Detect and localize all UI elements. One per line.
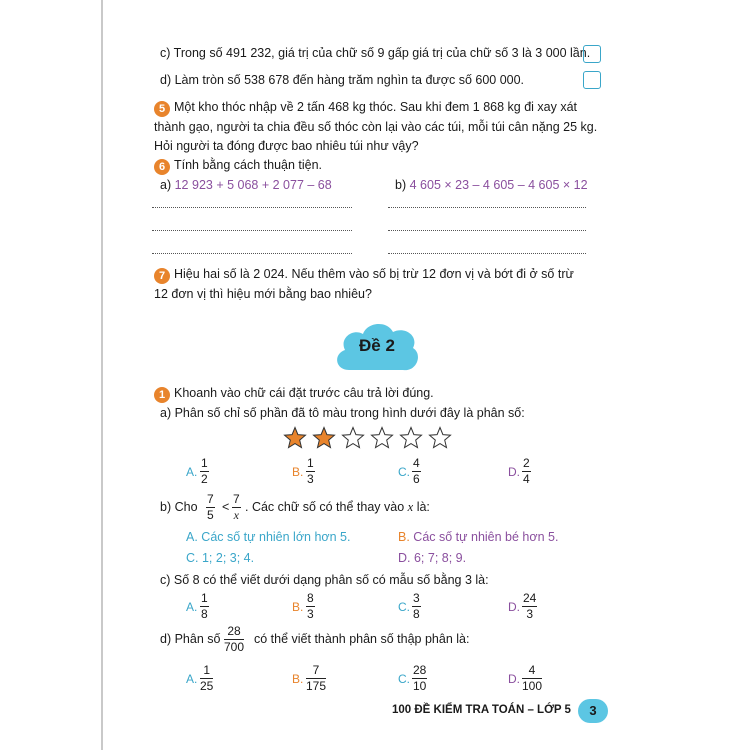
q6-number-badge: 6 bbox=[154, 159, 170, 175]
fraction: $\frac{2}{4}$ bbox=[523, 456, 530, 486]
option-letter: C. bbox=[398, 600, 410, 614]
star-empty-icon bbox=[370, 426, 394, 450]
option-letter: B. bbox=[292, 465, 304, 479]
star-empty-icon bbox=[341, 426, 365, 450]
q4c-checkbox[interactable] bbox=[583, 45, 601, 63]
fraction: $\frac{1}{2}$ bbox=[201, 456, 208, 486]
option-letter: D. bbox=[508, 672, 520, 686]
section-title: Đề 2 bbox=[359, 336, 395, 355]
p1b-fraction-2: $\frac{7}{x}$ bbox=[233, 492, 240, 522]
q6b-answer-line-1[interactable] bbox=[388, 206, 586, 208]
q7-number-badge: 7 bbox=[154, 268, 170, 284]
q6b-answer-line-3[interactable] bbox=[388, 252, 586, 254]
q6b-row bbox=[395, 178, 588, 192]
q6-title: Tính bằng cách thuận tiện. bbox=[174, 158, 323, 172]
p1d-fraction: $\frac{28}{700}$ bbox=[224, 624, 245, 654]
option-letter: D. bbox=[508, 465, 520, 479]
q6b-label: b) bbox=[395, 178, 407, 192]
fraction: $\frac{3}{8}$ bbox=[413, 591, 420, 621]
q5-line1-text: Một kho thóc nhập về 2 tấn 468 kg thóc. Sau khi đem 1 868 kg đi xay xát bbox=[174, 100, 578, 114]
fraction: $\frac{4}{6}$ bbox=[413, 456, 420, 486]
p1d-post: có thể viết thành phân số thập phân là: bbox=[254, 632, 470, 646]
option-letter: A. bbox=[186, 672, 198, 686]
p1b-option-d[interactable] bbox=[398, 551, 466, 565]
fraction: $\frac{1}{25}$ bbox=[200, 663, 214, 693]
q4d-text: d) Làm tròn số 538 678 đến hàng trăm nghìn ta được số 600 000. bbox=[160, 73, 525, 87]
fraction: $\frac{28}{10}$ bbox=[413, 663, 427, 693]
p1b-less-than: < bbox=[222, 500, 230, 514]
p1a-question: a) Phân số chỉ số phần đã tô màu trong hình dưới đây là phân số: bbox=[160, 406, 525, 420]
p1-number-badge: 1 bbox=[154, 387, 170, 403]
p1b-post-text-2: là: bbox=[416, 500, 430, 514]
option-letter: C. bbox=[186, 551, 199, 565]
q6a-answer-line-2[interactable] bbox=[152, 229, 352, 231]
star-empty-icon bbox=[399, 426, 423, 450]
p1b-option-b[interactable] bbox=[398, 530, 558, 544]
fraction: $\frac{1}{8}$ bbox=[201, 591, 208, 621]
q7-line1 bbox=[154, 267, 574, 284]
q4c-text: c) Trong số 491 232, giá trị của chữ số 9 gấp giá trị của chữ số 3 là 3 000 lần. bbox=[160, 46, 591, 60]
p1b-post-text: . Các chữ số có thể thay vào bbox=[245, 500, 405, 514]
fraction: $\frac{7}{175}$ bbox=[306, 663, 327, 693]
p1b-option-a[interactable] bbox=[186, 530, 350, 544]
star-filled-icon bbox=[283, 426, 307, 450]
star-filled-icon bbox=[312, 426, 336, 450]
q6b-expression: 4 605 × 23 – 4 605 – 4 605 × 12 bbox=[409, 178, 588, 192]
option-letter: A. bbox=[186, 465, 198, 479]
option-letter: A. bbox=[186, 530, 198, 544]
option-letter: D. bbox=[508, 600, 520, 614]
q6a-answer-line-3[interactable] bbox=[152, 252, 352, 254]
option-letter: C. bbox=[398, 672, 410, 686]
option-text: 1; 2; 3; 4. bbox=[201, 551, 255, 565]
q6a-row bbox=[160, 178, 332, 192]
q6b-answer-line-2[interactable] bbox=[388, 229, 586, 231]
option-letter: B. bbox=[398, 530, 410, 544]
q6a-expression: 12 923 + 5 068 + 2 077 – 68 bbox=[174, 178, 332, 192]
q5-line1 bbox=[154, 100, 577, 117]
fraction: $\frac{4}{100}$ bbox=[522, 663, 543, 693]
q6a-answer-line-1[interactable] bbox=[152, 206, 352, 208]
p1d-pre: d) Phân số bbox=[160, 632, 221, 646]
q7-line2: 12 đơn vị thì hiệu mới bằng bao nhiêu? bbox=[154, 287, 372, 301]
fraction: $\frac{24}{3}$ bbox=[523, 591, 537, 621]
star-empty-icon bbox=[428, 426, 452, 450]
p1b-variable: x bbox=[407, 500, 414, 514]
p1b-option-c[interactable] bbox=[186, 551, 254, 565]
option-text: 6; 7; 8; 9. bbox=[413, 551, 467, 565]
option-text: Các số tự nhiên lớn hơn 5. bbox=[201, 530, 351, 544]
p1-title-row bbox=[154, 386, 434, 403]
fraction: $\frac{1}{3}$ bbox=[307, 456, 314, 486]
q5-line2: thành gạo, người ta chia đều số thóc còn lại vào các túi, mỗi túi cân nặng 25 kg. bbox=[154, 120, 598, 134]
option-letter: B. bbox=[292, 600, 304, 614]
q4d-checkbox[interactable] bbox=[583, 71, 601, 89]
p1-title: Khoanh vào chữ cái đặt trước câu trả lời đúng. bbox=[174, 386, 434, 400]
page-number-badge: 3 bbox=[578, 699, 608, 723]
option-letter: C. bbox=[398, 465, 410, 479]
p1b-post bbox=[245, 500, 430, 515]
page-edge-line bbox=[101, 0, 103, 750]
option-text: Các số tự nhiên bé hơn 5. bbox=[413, 530, 559, 544]
q6-title-row bbox=[154, 158, 322, 175]
q5-line3: Hỏi người ta đóng được bao nhiêu túi như vậy? bbox=[154, 139, 419, 153]
option-letter: A. bbox=[186, 600, 198, 614]
p1c-question: c) Số 8 có thể viết dưới dạng phân số có mẫu số bằng 3 là: bbox=[160, 573, 489, 587]
q5-number-badge: 5 bbox=[154, 101, 170, 117]
p1b-fraction-1: $\frac{7}{5}$ bbox=[207, 492, 214, 522]
q6a-label: a) bbox=[160, 178, 172, 192]
footer-book-title: 100 ĐỀ KIỂM TRA TOÁN – LỚP 5 bbox=[392, 704, 571, 716]
q7-line1-text: Hiệu hai số là 2 024. Nếu thêm vào số bị trừ 12 đơn vị và bớt đi ở số trừ bbox=[174, 267, 574, 281]
fraction: $\frac{8}{3}$ bbox=[307, 591, 314, 621]
p1b-pre: b) Cho bbox=[160, 500, 198, 514]
option-letter: D. bbox=[398, 551, 411, 565]
option-letter: B. bbox=[292, 672, 304, 686]
